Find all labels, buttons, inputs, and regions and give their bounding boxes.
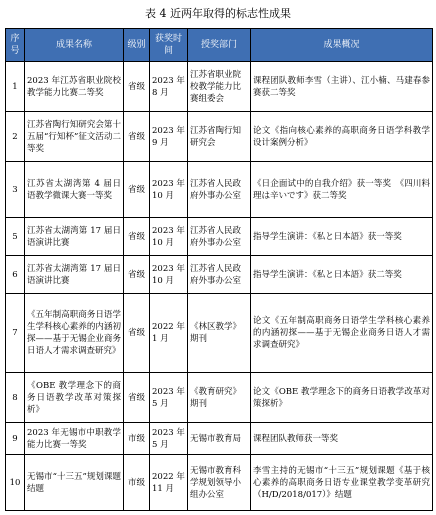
cell-no: 6 [6,256,25,294]
cell-dept: 无锡市教育局 [188,423,251,455]
cell-no: 8 [6,373,25,423]
cell-level: 省级 [124,112,150,162]
cell-level: 省级 [124,218,150,256]
cell-summary: 指导学生演讲：《私と日本語》获一等奖 [251,218,433,256]
cell-no: 5 [6,218,25,256]
header-summary: 成果概况 [251,29,433,62]
cell-time: 2023 年 5 月 [150,373,188,423]
cell-name: 江苏省陶行知研究会第十五届“行知杯”征文活动二等奖 [25,112,124,162]
cell-name: 江苏省太湖湾第 17 届日语演讲比赛 [25,256,124,294]
cell-time: 2023 年 10 月 [150,218,188,256]
cell-dept: 江苏省人民政府外事办公室 [188,218,251,256]
cell-time: 2023 年 10 月 [150,256,188,294]
cell-time: 2023 年 5 月 [150,423,188,455]
cell-no: 2 [6,112,25,162]
cell-summary: 课程团队教师李雪（主讲）、江小楠、马建春参赛获二等奖 [251,62,433,112]
cell-level: 省级 [124,294,150,373]
cell-name: 《OBE 教学理念下的商务日语教学改革对策探析》 [25,373,124,423]
cell-dept: 江苏省人民政府外事办公室 [188,256,251,294]
cell-no: 1 [6,62,25,112]
cell-summary: 论文《OBE 教学理念下的商务日语教学改革对策探析》 [251,373,433,423]
cell-summary: 指导学生演讲：《私と日本語》获二等奖 [251,256,433,294]
cell-dept: 《教育研究》期刊 [188,373,251,423]
cell-summary: 论文《指向核心素养的高职商务日语学科教学设计案例分析》 [251,112,433,162]
cell-level: 市级 [124,455,150,511]
header-no: 序号 [6,29,25,62]
table-header-row [6,29,433,62]
cell-name: 2023 年无锡市中职教学能力比赛一等奖 [25,423,124,455]
table-caption: 表 4 近两年取得的标志性成果 [145,7,291,20]
cell-level: 省级 [124,256,150,294]
cell-no: 10 [6,455,25,511]
cell-summary: 课程团队教师获一等奖 [251,423,433,455]
cell-time: 2022 年 1 月 [150,294,188,373]
cell-name: 2023 年江苏省职业院校教学能力比赛二等奖 [25,62,124,112]
header-time: 获奖时间 [150,29,188,62]
cell-name: 无锡市“十三五”规划课题结题 [25,455,124,511]
cell-no: 7 [6,294,25,373]
cell-time: 2022 年 11 月 [150,455,188,511]
table-row [6,455,433,511]
cell-name: 江苏省太湖湾第 17 届日语演讲比赛 [25,218,124,256]
cell-dept: 《林区教学》期刊 [188,294,251,373]
cell-name: 江苏省太湖湾第 4 届日语教学微课大赛一等奖 [25,162,124,218]
cell-time: 2023 年 8 月 [150,62,188,112]
cell-level: 省级 [124,373,150,423]
cell-level: 省级 [124,62,150,112]
cell-no: 9 [6,423,25,455]
header-name: 成果名称 [25,29,124,62]
table-row [6,112,433,162]
achievements-table [5,28,433,511]
table-row [6,423,433,455]
cell-no: 3 [6,162,25,218]
table-row [6,256,433,294]
cell-dept: 江苏省人民政府外事办公室 [188,162,251,218]
table-row [6,218,433,256]
cell-time: 2023 年 9 月 [150,112,188,162]
header-dept: 授奖部门 [188,29,251,62]
cell-level: 省级 [124,162,150,218]
cell-level: 市级 [124,423,150,455]
cell-summary: 《日企面试中的自我介绍》获一等奖 《四川料理は辛いです》获二等奖 [251,162,433,218]
cell-dept: 无锡市教育科学规划领导小组办公室 [188,455,251,511]
header-level: 级别 [124,29,150,62]
cell-dept: 江苏省职业院校教学能力比赛组委会 [188,62,251,112]
cell-time: 2023 年 10 月 [150,162,188,218]
cell-name: 《五年制高职商务日语学生学科核心素养的内涵初探——基于无锡企业商务日语人才需求调查研究》 [25,294,124,373]
table-row [6,373,433,423]
table-row [6,62,433,112]
table-row [6,294,433,373]
cell-summary: 李雪主持的无锡市“十三五”规划课题《基于核心素养的高职商务日语专业课堂教学变革研究（H/D/2018/017）》结题 [251,455,433,511]
cell-summary: 论文《五年制高职商务日语学生学科核心素养的内涵初探——基于无锡企业商务日语人才需求调查研究》 [251,294,433,373]
table-row [6,162,433,218]
cell-dept: 江苏省陶行知研究会 [188,112,251,162]
